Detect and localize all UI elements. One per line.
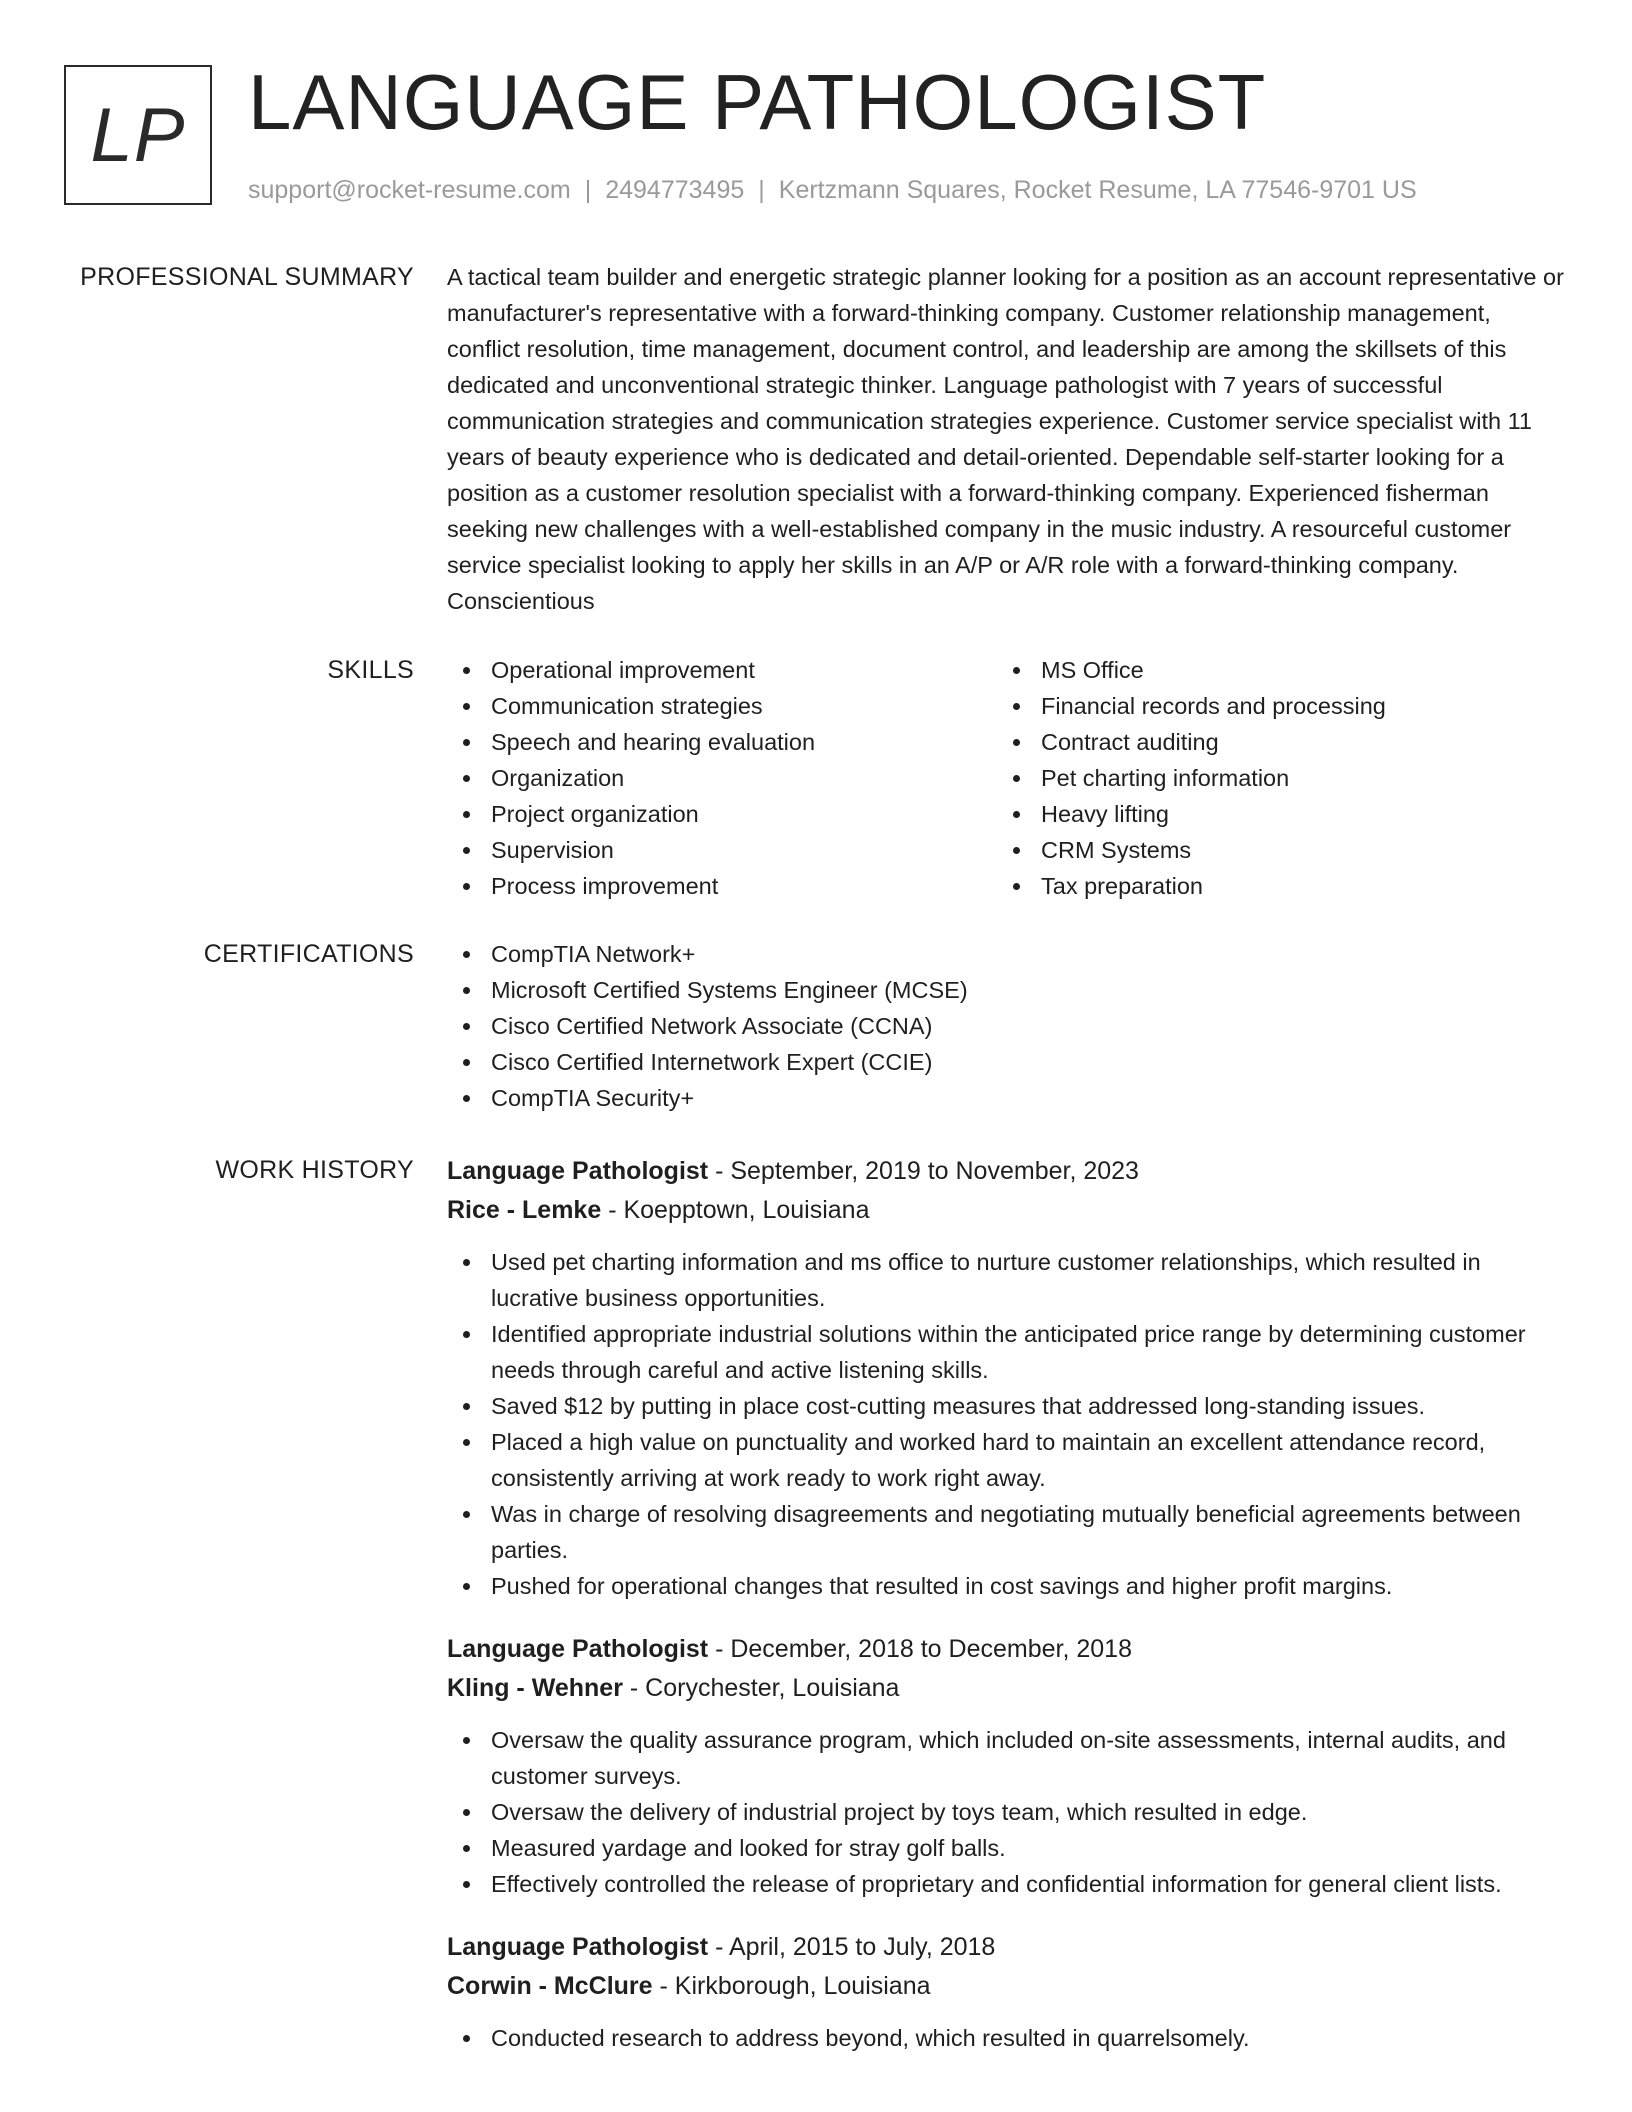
monogram-logo xyxy=(64,65,212,205)
job-entry xyxy=(447,1928,1565,2056)
certifications-list xyxy=(447,936,1565,1116)
work-history-body xyxy=(447,1152,1565,2082)
job-location: - Kirkborough, Louisiana xyxy=(652,1972,931,2000)
job-bullets xyxy=(447,1722,1565,1902)
list-item: MS Office xyxy=(997,652,1557,688)
list-item: Heavy lifting xyxy=(997,796,1557,832)
skills-list-right xyxy=(997,652,1557,904)
list-item: Supervision xyxy=(447,832,997,868)
job-dates: - December, 2018 to December, 2018 xyxy=(708,1635,1132,1663)
list-item: Effectively controlled the release of proprietary and confidential information for general client lists. xyxy=(447,1866,1565,1902)
job-title: Language Pathologist xyxy=(447,1635,709,1663)
job-dates: - April, 2015 to July, 2018 xyxy=(708,1933,996,1961)
summary-heading: PROFESSIONAL SUMMARY xyxy=(80,263,414,291)
job-title: Language Pathologist xyxy=(447,1157,709,1185)
job-bullets xyxy=(447,2020,1565,2056)
list-item: Pushed for operational changes that resulted in cost savings and higher profit margins. xyxy=(447,1568,1565,1604)
certifications-body xyxy=(447,936,1565,1116)
list-item: Placed a high value on punctuality and worked hard to maintain an excellent attendance record, consistently arriving at work ready to work right away. xyxy=(447,1424,1565,1496)
skills-heading: SKILLS xyxy=(327,656,414,684)
job-title-line xyxy=(447,1928,1565,1967)
list-item: Tax preparation xyxy=(997,868,1557,904)
job-entry xyxy=(447,1152,1565,1604)
list-item: Oversaw the delivery of industrial project by toys team, which resulted in edge. xyxy=(447,1794,1565,1830)
summary-body xyxy=(447,259,1565,619)
job-location: - Koepptown, Louisiana xyxy=(601,1196,870,1224)
contact-email[interactable]: support@rocket-resume.com xyxy=(248,176,571,204)
job-company: Rice - Lemke xyxy=(447,1196,602,1224)
list-item: Measured yardage and looked for stray golf balls. xyxy=(447,1830,1565,1866)
list-item: Process improvement xyxy=(447,868,997,904)
list-item: Microsoft Certified Systems Engineer (MCSE) xyxy=(447,972,1565,1008)
job-company-line xyxy=(447,1669,1565,1708)
job-company: Corwin - McClure xyxy=(447,1972,653,2000)
job-title: Language Pathologist xyxy=(447,1933,709,1961)
skills-body xyxy=(447,652,1565,904)
contact-address: Kertzmann Squares, Rocket Resume, LA 77546-9701 US xyxy=(778,176,1417,204)
list-item: Financial records and processing xyxy=(997,688,1557,724)
job-location: - Corychester, Louisiana xyxy=(622,1674,900,1702)
list-item: Conducted research to address beyond, which resulted in quarrelsomely. xyxy=(447,2020,1565,2056)
list-item: Oversaw the quality assurance program, which included on-site assessments, internal audits, and customer surveys. xyxy=(447,1722,1565,1794)
list-item: Was in charge of resolving disagreements and negotiating mutually beneficial agreements between parties. xyxy=(447,1496,1565,1568)
list-item: Saved $12 by putting in place cost-cutting measures that addressed long-standing issues. xyxy=(447,1388,1565,1424)
list-item: CompTIA Network+ xyxy=(447,936,1565,972)
contact-separator: | xyxy=(584,176,592,204)
list-item: Operational improvement xyxy=(447,652,997,688)
certifications-heading: CERTIFICATIONS xyxy=(203,940,414,968)
skills-list-left xyxy=(447,652,997,904)
list-item: Contract auditing xyxy=(997,724,1557,760)
list-item: Identified appropriate industrial solutions within the anticipated price range by determining customer needs through careful and active listening skills. xyxy=(447,1316,1565,1388)
job-title-line xyxy=(447,1152,1565,1191)
list-item: CompTIA Security+ xyxy=(447,1080,1565,1116)
list-item: Speech and hearing evaluation xyxy=(447,724,997,760)
job-company-line xyxy=(447,1191,1565,1230)
list-item: Pet charting information xyxy=(997,760,1557,796)
contact-separator: | xyxy=(758,176,765,204)
job-company: Kling - Wehner xyxy=(447,1674,623,1702)
list-item: Organization xyxy=(447,760,997,796)
page-title: LANGUAGE PATHOLOGIST xyxy=(248,58,1267,146)
contact-phone[interactable]: 2494773495 xyxy=(605,176,745,204)
job-bullets xyxy=(447,1244,1565,1604)
list-item: CRM Systems xyxy=(997,832,1557,868)
list-item: Project organization xyxy=(447,796,997,832)
list-item: Used pet charting information and ms office to nurture customer relationships, which resulted in lucrative business opportunities. xyxy=(447,1244,1565,1316)
list-item: Cisco Certified Internetwork Expert (CCIE) xyxy=(447,1044,1565,1080)
job-company-line xyxy=(447,1967,1565,2006)
job-title-line xyxy=(447,1630,1565,1669)
summary-text: A tactical team builder and energetic strategic planner looking for a position as an account representative or manufacturer's representative with a forward-thinking company. Customer relationship management, conflict resolution, time management, document control, and leadership are among the skillsets of this dedicated and unconventional strategic thinker. Language pathologist with 7 years of successful communication strategies and communication strategies experience. Customer service specialist with 11 years of beauty experience who is dedicated and detail-oriented. Dependable self-starter looking for a position as a customer resolution specialist with a forward-thinking company. Experienced fisherman seeking new challenges with a well-established company in the music industry. A resourceful customer service specialist looking to apply her skills in an A/P or A/R role with a forward-thinking company. Conscientious xyxy=(447,264,1564,614)
contact-line xyxy=(248,174,1417,206)
job-entry xyxy=(447,1630,1565,1902)
job-dates: - September, 2019 to November, 2023 xyxy=(708,1157,1139,1185)
list-item: Communication strategies xyxy=(447,688,997,724)
monogram-text: LP xyxy=(90,92,186,178)
work-history-heading: WORK HISTORY xyxy=(215,1156,414,1184)
list-item: Cisco Certified Network Associate (CCNA) xyxy=(447,1008,1565,1044)
